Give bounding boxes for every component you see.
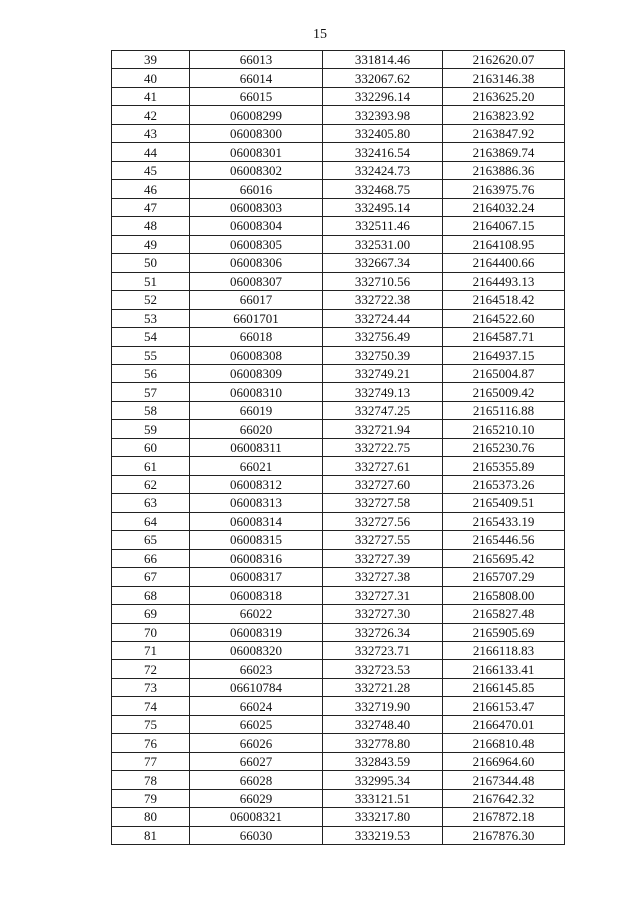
table-row	[112, 826, 565, 844]
x-coordinate-cell: 332416.54	[323, 143, 443, 161]
point-id-cell: 06008320	[190, 642, 323, 660]
row-number-cell: 73	[112, 678, 190, 696]
x-coordinate-cell: 332468.75	[323, 180, 443, 198]
table-row	[112, 87, 565, 105]
row-number-cell: 64	[112, 512, 190, 530]
x-coordinate-cell: 332749.13	[323, 383, 443, 401]
point-id-cell: 66028	[190, 771, 323, 789]
point-id-cell: 06008315	[190, 531, 323, 549]
point-id-cell: 06610784	[190, 678, 323, 696]
table-row	[112, 328, 565, 346]
table-row	[112, 51, 565, 69]
table-row	[112, 254, 565, 272]
point-id-cell: 06008304	[190, 217, 323, 235]
x-coordinate-cell: 332749.21	[323, 364, 443, 382]
row-number-cell: 70	[112, 623, 190, 641]
x-coordinate-cell: 332995.34	[323, 771, 443, 789]
table-row	[112, 715, 565, 733]
x-coordinate-cell: 332748.40	[323, 715, 443, 733]
row-number-cell: 57	[112, 383, 190, 401]
x-coordinate-cell: 332727.39	[323, 549, 443, 567]
point-id-cell: 66013	[190, 51, 323, 69]
row-number-cell: 47	[112, 198, 190, 216]
row-number-cell: 78	[112, 771, 190, 789]
table-row	[112, 383, 565, 401]
x-coordinate-cell: 332750.39	[323, 346, 443, 364]
row-number-cell: 67	[112, 568, 190, 586]
point-id-cell: 06008308	[190, 346, 323, 364]
table-row	[112, 752, 565, 770]
row-number-cell: 66	[112, 549, 190, 567]
table-row	[112, 789, 565, 807]
x-coordinate-cell: 332727.55	[323, 531, 443, 549]
point-id-cell: 66021	[190, 457, 323, 475]
row-number-cell: 46	[112, 180, 190, 198]
table-row	[112, 420, 565, 438]
row-number-cell: 81	[112, 826, 190, 844]
point-id-cell: 06008317	[190, 568, 323, 586]
y-coordinate-cell: 2165009.42	[443, 383, 565, 401]
point-id-cell: 66019	[190, 401, 323, 419]
point-id-cell: 66027	[190, 752, 323, 770]
table-row	[112, 143, 565, 161]
point-id-cell: 06008310	[190, 383, 323, 401]
table-row	[112, 291, 565, 309]
table-row	[112, 808, 565, 826]
point-id-cell: 6601701	[190, 309, 323, 327]
x-coordinate-cell: 332843.59	[323, 752, 443, 770]
x-coordinate-cell: 332722.38	[323, 291, 443, 309]
row-number-cell: 40	[112, 69, 190, 87]
x-coordinate-cell: 332724.44	[323, 309, 443, 327]
y-coordinate-cell: 2166118.83	[443, 642, 565, 660]
x-coordinate-cell: 332727.61	[323, 457, 443, 475]
point-id-cell: 06008318	[190, 586, 323, 604]
y-coordinate-cell: 2166470.01	[443, 715, 565, 733]
x-coordinate-cell: 332296.14	[323, 87, 443, 105]
point-id-cell: 66022	[190, 605, 323, 623]
row-number-cell: 52	[112, 291, 190, 309]
y-coordinate-cell: 2165695.42	[443, 549, 565, 567]
x-coordinate-cell: 332067.62	[323, 69, 443, 87]
table-row	[112, 531, 565, 549]
y-coordinate-cell: 2165808.00	[443, 586, 565, 604]
point-id-cell: 06008300	[190, 124, 323, 142]
y-coordinate-cell: 2164937.15	[443, 346, 565, 364]
row-number-cell: 62	[112, 475, 190, 493]
point-id-cell: 06008302	[190, 161, 323, 179]
y-coordinate-cell: 2165210.10	[443, 420, 565, 438]
y-coordinate-cell: 2164493.13	[443, 272, 565, 290]
row-number-cell: 48	[112, 217, 190, 235]
row-number-cell: 56	[112, 364, 190, 382]
point-id-cell: 06008299	[190, 106, 323, 124]
y-coordinate-cell: 2165446.56	[443, 531, 565, 549]
table-row	[112, 494, 565, 512]
table-row	[112, 272, 565, 290]
point-id-cell: 66026	[190, 734, 323, 752]
y-coordinate-cell: 2165409.51	[443, 494, 565, 512]
y-coordinate-cell: 2163146.38	[443, 69, 565, 87]
table-row	[112, 660, 565, 678]
x-coordinate-cell: 332726.34	[323, 623, 443, 641]
x-coordinate-cell: 332710.56	[323, 272, 443, 290]
table-row	[112, 549, 565, 567]
table-row	[112, 161, 565, 179]
row-number-cell: 76	[112, 734, 190, 752]
y-coordinate-cell: 2164067.15	[443, 217, 565, 235]
row-number-cell: 54	[112, 328, 190, 346]
x-coordinate-cell: 332424.73	[323, 161, 443, 179]
table-row	[112, 217, 565, 235]
point-id-cell: 66017	[190, 291, 323, 309]
table-row	[112, 678, 565, 696]
point-id-cell: 06008316	[190, 549, 323, 567]
y-coordinate-cell: 2163823.92	[443, 106, 565, 124]
y-coordinate-cell: 2165433.19	[443, 512, 565, 530]
y-coordinate-cell: 2166133.41	[443, 660, 565, 678]
row-number-cell: 44	[112, 143, 190, 161]
y-coordinate-cell: 2165905.69	[443, 623, 565, 641]
y-coordinate-cell: 2167344.48	[443, 771, 565, 789]
point-id-cell: 66016	[190, 180, 323, 198]
y-coordinate-cell: 2167872.18	[443, 808, 565, 826]
x-coordinate-cell: 333121.51	[323, 789, 443, 807]
point-id-cell: 66023	[190, 660, 323, 678]
y-coordinate-cell: 2165707.29	[443, 568, 565, 586]
row-number-cell: 72	[112, 660, 190, 678]
point-id-cell: 66024	[190, 697, 323, 715]
row-number-cell: 50	[112, 254, 190, 272]
table-row	[112, 512, 565, 530]
table-row	[112, 475, 565, 493]
point-id-cell: 06008301	[190, 143, 323, 161]
row-number-cell: 58	[112, 401, 190, 419]
table-row	[112, 623, 565, 641]
table-row	[112, 346, 565, 364]
table-row	[112, 734, 565, 752]
table-row	[112, 180, 565, 198]
point-id-cell: 06008305	[190, 235, 323, 253]
point-id-cell: 66020	[190, 420, 323, 438]
row-number-cell: 49	[112, 235, 190, 253]
row-number-cell: 61	[112, 457, 190, 475]
y-coordinate-cell: 2167642.32	[443, 789, 565, 807]
row-number-cell: 53	[112, 309, 190, 327]
row-number-cell: 59	[112, 420, 190, 438]
x-coordinate-cell: 332723.53	[323, 660, 443, 678]
row-number-cell: 71	[112, 642, 190, 660]
y-coordinate-cell: 2166964.60	[443, 752, 565, 770]
coordinates-table-body	[112, 51, 565, 845]
x-coordinate-cell: 332727.31	[323, 586, 443, 604]
table-row	[112, 309, 565, 327]
table-row	[112, 457, 565, 475]
row-number-cell: 41	[112, 87, 190, 105]
y-coordinate-cell: 2167876.30	[443, 826, 565, 844]
point-id-cell: 06008319	[190, 623, 323, 641]
row-number-cell: 74	[112, 697, 190, 715]
x-coordinate-cell: 332719.90	[323, 697, 443, 715]
point-id-cell: 06008311	[190, 438, 323, 456]
point-id-cell: 06008307	[190, 272, 323, 290]
row-number-cell: 39	[112, 51, 190, 69]
point-id-cell: 66018	[190, 328, 323, 346]
table-row	[112, 586, 565, 604]
point-id-cell: 06008303	[190, 198, 323, 216]
row-number-cell: 55	[112, 346, 190, 364]
point-id-cell: 06008314	[190, 512, 323, 530]
y-coordinate-cell: 2163625.20	[443, 87, 565, 105]
y-coordinate-cell: 2165116.88	[443, 401, 565, 419]
row-number-cell: 77	[112, 752, 190, 770]
point-id-cell: 66029	[190, 789, 323, 807]
table-row	[112, 69, 565, 87]
table-row	[112, 106, 565, 124]
x-coordinate-cell: 332667.34	[323, 254, 443, 272]
y-coordinate-cell: 2163975.76	[443, 180, 565, 198]
y-coordinate-cell: 2164400.66	[443, 254, 565, 272]
x-coordinate-cell: 332721.94	[323, 420, 443, 438]
y-coordinate-cell: 2166145.85	[443, 678, 565, 696]
point-id-cell: 66014	[190, 69, 323, 87]
x-coordinate-cell: 332405.80	[323, 124, 443, 142]
row-number-cell: 79	[112, 789, 190, 807]
table-row	[112, 771, 565, 789]
y-coordinate-cell: 2163869.74	[443, 143, 565, 161]
x-coordinate-cell: 332778.80	[323, 734, 443, 752]
table-row	[112, 124, 565, 142]
y-coordinate-cell: 2164108.95	[443, 235, 565, 253]
table-row	[112, 198, 565, 216]
y-coordinate-cell: 2166810.48	[443, 734, 565, 752]
y-coordinate-cell: 2165355.89	[443, 457, 565, 475]
point-id-cell: 66030	[190, 826, 323, 844]
x-coordinate-cell: 332721.28	[323, 678, 443, 696]
point-id-cell: 06008312	[190, 475, 323, 493]
row-number-cell: 43	[112, 124, 190, 142]
table-row	[112, 697, 565, 715]
x-coordinate-cell: 332727.38	[323, 568, 443, 586]
y-coordinate-cell: 2165230.76	[443, 438, 565, 456]
point-id-cell: 06008306	[190, 254, 323, 272]
row-number-cell: 80	[112, 808, 190, 826]
row-number-cell: 69	[112, 605, 190, 623]
y-coordinate-cell: 2164032.24	[443, 198, 565, 216]
table-row	[112, 401, 565, 419]
row-number-cell: 51	[112, 272, 190, 290]
table-row	[112, 605, 565, 623]
x-coordinate-cell: 332747.25	[323, 401, 443, 419]
page-number: 15	[313, 27, 327, 42]
y-coordinate-cell: 2164587.71	[443, 328, 565, 346]
y-coordinate-cell: 2165004.87	[443, 364, 565, 382]
coordinates-table	[111, 50, 565, 845]
table-row	[112, 568, 565, 586]
point-id-cell: 66025	[190, 715, 323, 733]
row-number-cell: 45	[112, 161, 190, 179]
table-row	[112, 235, 565, 253]
y-coordinate-cell: 2163847.92	[443, 124, 565, 142]
x-coordinate-cell: 332393.98	[323, 106, 443, 124]
x-coordinate-cell: 333219.53	[323, 826, 443, 844]
x-coordinate-cell: 332723.71	[323, 642, 443, 660]
y-coordinate-cell: 2163886.36	[443, 161, 565, 179]
y-coordinate-cell: 2164518.42	[443, 291, 565, 309]
row-number-cell: 65	[112, 531, 190, 549]
point-id-cell: 06008321	[190, 808, 323, 826]
table-row	[112, 642, 565, 660]
x-coordinate-cell: 332511.46	[323, 217, 443, 235]
row-number-cell: 68	[112, 586, 190, 604]
table-row	[112, 364, 565, 382]
row-number-cell: 42	[112, 106, 190, 124]
x-coordinate-cell: 332727.56	[323, 512, 443, 530]
x-coordinate-cell: 332495.14	[323, 198, 443, 216]
y-coordinate-cell: 2164522.60	[443, 309, 565, 327]
y-coordinate-cell: 2165373.26	[443, 475, 565, 493]
x-coordinate-cell: 332531.00	[323, 235, 443, 253]
row-number-cell: 60	[112, 438, 190, 456]
y-coordinate-cell: 2166153.47	[443, 697, 565, 715]
point-id-cell: 06008309	[190, 364, 323, 382]
point-id-cell: 06008313	[190, 494, 323, 512]
table-row	[112, 438, 565, 456]
row-number-cell: 63	[112, 494, 190, 512]
y-coordinate-cell: 2162620.07	[443, 51, 565, 69]
x-coordinate-cell: 332727.30	[323, 605, 443, 623]
x-coordinate-cell: 332727.58	[323, 494, 443, 512]
x-coordinate-cell: 332722.75	[323, 438, 443, 456]
y-coordinate-cell: 2165827.48	[443, 605, 565, 623]
point-id-cell: 66015	[190, 87, 323, 105]
row-number-cell: 75	[112, 715, 190, 733]
x-coordinate-cell: 332756.49	[323, 328, 443, 346]
x-coordinate-cell: 332727.60	[323, 475, 443, 493]
x-coordinate-cell: 331814.46	[323, 51, 443, 69]
x-coordinate-cell: 333217.80	[323, 808, 443, 826]
